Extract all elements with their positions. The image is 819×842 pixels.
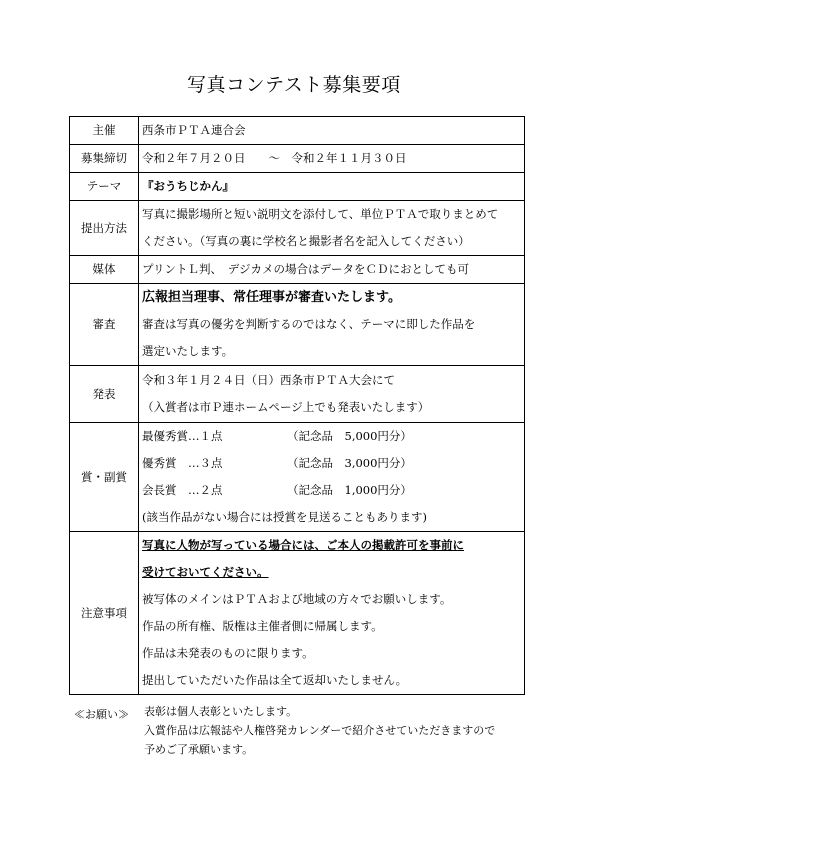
- request-line: 入賞作品は広報誌や人権啓発カレンダーで紹介させていただきますので: [144, 724, 496, 737]
- prize-gift: （記念品 1,000円分）: [287, 483, 412, 497]
- prize-gift: （記念品 3,000円分）: [287, 456, 412, 470]
- prize-note: (該当作品がない場合には授賞を見送ることもあります): [142, 510, 427, 524]
- row-label-announce: 発表: [70, 366, 139, 423]
- table-row: [70, 366, 525, 423]
- table-row: [70, 532, 525, 695]
- table-row: [70, 284, 525, 366]
- table-row: [70, 423, 525, 532]
- prize-gift: （記念品 5,000円分）: [287, 429, 412, 443]
- row-value-theme: 『おうちじかん』: [139, 173, 525, 201]
- caution-line: 被写体のメインはＰＴＡおよび地域の方々でお願いします。: [142, 592, 452, 606]
- table-row: [70, 256, 525, 284]
- row-label-cautions: 注意事項: [70, 532, 139, 695]
- prize-item: [142, 423, 524, 450]
- row-label-media: 媒体: [70, 256, 139, 284]
- row-label-sponsor: 主催: [70, 117, 139, 145]
- method-line: 写真に撮影場所と短い説明文を添付して、単位ＰＴＡで取りまとめて: [142, 207, 499, 221]
- row-value-media: プリントＬ判、 デジカメの場合はデータをＣＤにおとしても可: [139, 256, 525, 284]
- caution-line: 作品の所有権、版権は主催者側に帰属します。: [142, 619, 383, 633]
- table-row: [70, 145, 525, 173]
- row-label-judging: 審査: [70, 284, 139, 366]
- prize-name: 最優秀賞…１点: [142, 429, 223, 443]
- table-row: [70, 173, 525, 201]
- caution-emphasis: 受けておいてください。: [142, 565, 269, 579]
- row-value-sponsor: 西条市ＰＴＡ連合会: [139, 117, 525, 145]
- judging-headline: 広報担当理事、常任理事が審査いたします。: [142, 290, 401, 305]
- row-label-prizes: 賞・副賞: [70, 423, 139, 532]
- contest-info-table: [69, 116, 525, 695]
- row-label-deadline: 募集締切: [70, 145, 139, 173]
- row-label-theme: テーマ: [70, 173, 139, 201]
- row-value-deadline: 令和２年７月２０日 ～ 令和２年１１月３０日: [139, 145, 525, 173]
- judging-line: 審査は写真の優劣を判断するのではなく、テーマに即した作品を: [142, 317, 476, 331]
- caution-emphasis: 写真に人物が写っている場合には、ご本人の掲載許可を事前に: [142, 538, 464, 552]
- request-notes: [144, 702, 495, 759]
- row-value-prizes: [139, 423, 525, 532]
- table-row: [70, 201, 525, 256]
- prize-item: [142, 450, 524, 477]
- caution-line: 提出していただいた作品は全て返却いたしません。: [142, 673, 408, 687]
- row-value-method: [139, 201, 525, 256]
- request-line: 予めご了承願います。: [144, 743, 254, 756]
- prize-name: 会長賞 …２点: [142, 483, 223, 497]
- row-label-method: 提出方法: [70, 201, 139, 256]
- prize-name: 優秀賞 …３点: [142, 456, 223, 470]
- prize-item: [142, 477, 524, 504]
- announce-line: （入賞者は市Ｐ連ホームページ上でも発表いたします）: [142, 400, 430, 414]
- announce-line: 令和３年１月２４日（日）西条市ＰＴＡ大会にて: [142, 373, 395, 387]
- caution-line: 作品は未発表のものに限ります。: [142, 646, 314, 660]
- method-line: ください。（写真の裏に学校名と撮影者名を記入してください）: [142, 234, 470, 248]
- row-value-cautions: [139, 532, 525, 695]
- table-row: [70, 117, 525, 145]
- request-line: 表彰は個人表彰といたします。: [144, 705, 298, 718]
- row-value-announce: [139, 366, 525, 423]
- judging-line: 選定いたします。: [142, 344, 234, 358]
- row-value-judging: [139, 284, 525, 366]
- page-title: 写真コンテスト募集要項: [187, 74, 401, 96]
- request-label: ≪お願い≫: [74, 708, 129, 721]
